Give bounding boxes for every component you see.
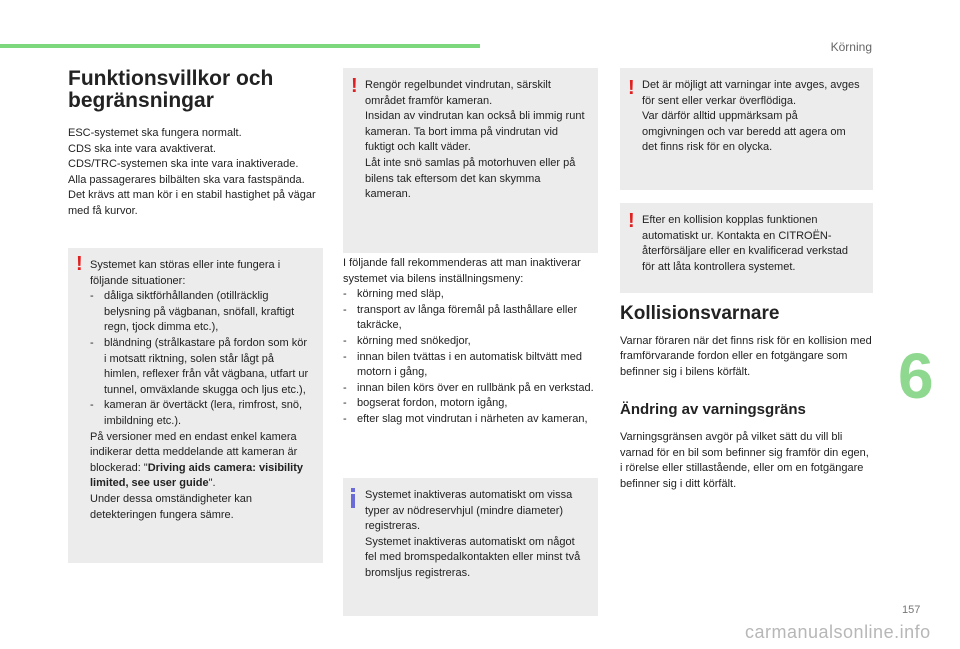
watermark: carmanualsonline.info — [745, 622, 931, 642]
warning-icon: ! — [351, 75, 358, 97]
warning-box-collision — [620, 203, 873, 293]
chapter-number: 6 — [898, 340, 934, 412]
deactivation-intro: I följande fall rekommenderas att man inaktiverar systemet via bilens inställningsmeny: — [343, 257, 581, 285]
list-item: - transport av långa föremål på lasthållare eller takräcke, — [343, 303, 598, 334]
warning-box-limitations — [68, 248, 323, 563]
cleaning-text: Rengör regelbundet vindrutan, särskilt området framför kameran. Insidan av vindrutan kan också bli immig runt kameran. Ta bort imma på vindrutan vid fuktigt och kallt väder. Låt inte snö samlas på motorhuven eller på bilens tak eftersom det kan skymma kameran. — [365, 79, 585, 201]
auto-deactivation-text: Systemet inaktiveras automatiskt om vissa typer av nödreservhjul (mindre diameter) registreras. Systemet inaktiveras automatiskt om något fel med bromspedalkontakten eller minst två bromsljus registreras. — [365, 489, 581, 579]
camera-blocked-suffix: ". — [208, 477, 216, 490]
threshold-description: Varningsgränsen avgör på vilket sätt du vill bli varnad för en bil som befinner sig framför din egen, i rörelse eller stillastående, eller om en fotgängare befinner sig i ditt körfält. — [620, 430, 869, 490]
list-item: - dåliga siktförhållanden (otillräcklig belysning på vägbanan, snöfall, kraftigt regn, tjock dimma etc.), — [90, 289, 311, 336]
camera-blocked-text — [90, 430, 311, 492]
warning-box-cleaning — [343, 68, 598, 253]
warning-icon: ! — [76, 253, 83, 275]
warning-icon: ! — [628, 77, 635, 99]
section-heading-collision: Kollisionsvarnare — [620, 303, 780, 324]
warning-intro: Systemet kan störas eller inte fungera i följande situationer: — [90, 259, 281, 287]
collision-warning-section — [620, 303, 873, 492]
page-number: 157 — [902, 604, 921, 616]
warning-icon: ! — [628, 210, 635, 232]
list-item: - bländning (strålkastare på fordon som kör i motsatt riktning, solen står lågt på himlen, reflexer från våt vägbana, utfart ur tunnel, omväxlande skugga och ljus etc.), — [90, 336, 311, 398]
collision-description: Varnar föraren när det finns risk för en kollision med framförvarande fordon eller en fotgängare som befinner sig i bilens körfält. — [620, 334, 872, 378]
degraded-detection-text: Under dessa omständigheter kan detekteringen fungera sämre. — [90, 492, 253, 521]
conditions-text: ESC-systemet ska fungera normalt. CDS ska inte vara avaktiverat. CDS/TRC-systemen ska inte vara inaktiverade. Alla passagerares bilbälten ska vara fastspända. Det krävs att man kör i en stabil hastighet på vägar med få kurvor. — [68, 127, 316, 217]
camera-message: Driving aids camera: visibility limited, see user guide — [90, 461, 304, 490]
collision-text: Efter en kollision kopplas funktionen automatiskt ur. Kontakta en CITROËN-återförsäljare eller en kvalificerad verkstad för att låta kontrollera systemet. — [642, 214, 849, 273]
section-heading-conditions: Funktionsvillkor och begränsningar — [68, 67, 274, 112]
list-item: - bogserat fordon, motorn igång, — [343, 396, 598, 412]
list-item: - körning med släp, — [343, 287, 598, 303]
limitations-list — [90, 289, 311, 429]
subheading-threshold: Ändring av varningsgräns — [620, 401, 806, 419]
deactivation-section — [343, 256, 598, 428]
alerts-text: Det är möjligt att varningar inte avges, avges för sent eller verkar överflödiga. Var därför alltid uppmärksam på omgivningen och var beredd att agera om det finns risk för en olycka. — [642, 79, 860, 154]
list-item: - kameran är övertäckt (lera, rimfrost, snö, imbildning etc.). — [90, 398, 311, 429]
info-icon — [351, 494, 355, 508]
section-label: Körning — [830, 40, 872, 54]
list-item: - innan bilen körs över en rullbänk på en verkstad. — [343, 381, 598, 397]
warning-box-alerts — [620, 68, 873, 190]
header-accent-bar — [0, 44, 480, 48]
deactivation-list — [343, 287, 598, 427]
list-item: - efter slag mot vindrutan i närheten av kameran, — [343, 412, 598, 428]
list-item: - innan bilen tvättas i en automatisk biltvätt med motorn i gång, — [343, 350, 598, 381]
column-1 — [68, 68, 323, 220]
camera-blocked-prefix: På versioner med en endast enkel kamera indikerar detta meddelande att kameran är blockerad: " — [90, 430, 298, 474]
info-box-auto-deactivation — [343, 478, 598, 616]
list-item: - körning med snökedjor, — [343, 334, 598, 350]
